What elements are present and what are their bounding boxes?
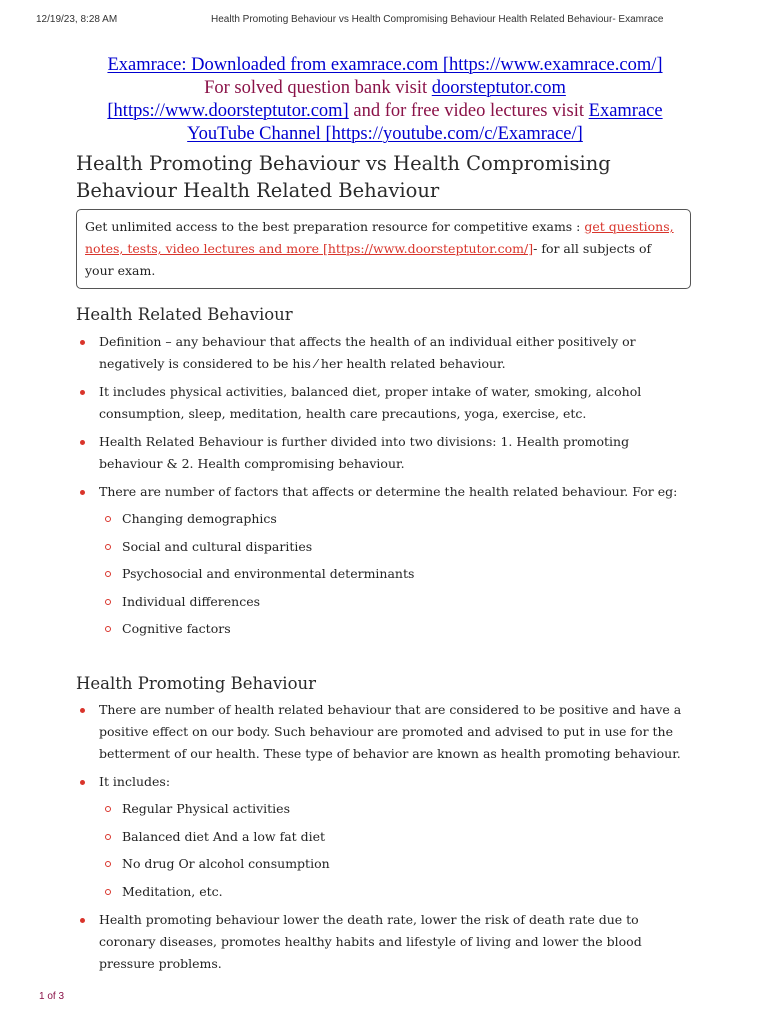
sublist-item: Psychosocial and environmental determinants bbox=[122, 563, 685, 585]
sublist-item: No drug Or alcohol consumption bbox=[122, 853, 685, 875]
sublist-item: Social and cultural disparities bbox=[122, 536, 685, 558]
promo-suffix: - for all subjects of your exam. bbox=[85, 241, 652, 278]
print-page-title: Health Promoting Behaviour vs Health Compromising Behaviour Health Related Behaviour- Examrace bbox=[211, 14, 664, 25]
print-datetime: 12/19/23, 8:28 AM bbox=[36, 14, 118, 25]
factors-sublist bbox=[99, 508, 685, 640]
sublist-item: Changing demographics bbox=[122, 508, 685, 530]
sublist-item: Individual differences bbox=[122, 591, 685, 613]
banner-text-solved: For solved question bank visit bbox=[204, 78, 432, 98]
promo-text: Get unlimited access to the best preparation resource for competitive exams : bbox=[85, 219, 585, 234]
promo-box bbox=[76, 209, 691, 289]
list-item-text: It includes: bbox=[99, 774, 171, 789]
list-item: There are number of health related behaviour that are considered to be positive and have a positive effect on our body. Such behaviour are promoted and advised to put in use for the betterment of our health. These type of behavior are known as health promoting behaviour. bbox=[99, 699, 685, 765]
list-item: Health Related Behaviour is further divided into two divisions: 1. Health promoting behaviour & 2. Health compromising behaviour. bbox=[99, 431, 685, 475]
page-title: Health Promoting Behaviour vs Health Compromising Behaviour Health Related Behaviour bbox=[76, 152, 611, 202]
promo-link[interactable]: get questions, notes, tests, video lectures and more [https://www.doorsteptutor.com/] bbox=[85, 219, 674, 256]
examrace-channel-link[interactable]: Examrace bbox=[588, 101, 663, 121]
list-item bbox=[99, 771, 685, 903]
includes-sublist bbox=[99, 798, 685, 903]
list-item bbox=[99, 481, 685, 640]
section-heading-health-related: Health Related Behaviour bbox=[76, 305, 293, 324]
banner-text-video: and for free video lectures visit bbox=[348, 101, 589, 121]
sublist-item: Balanced diet And a low fat diet bbox=[122, 826, 685, 848]
sublist-item: Regular Physical activities bbox=[122, 798, 685, 820]
youtube-channel-link[interactable]: YouTube Channel [https://youtube.com/c/Examrace/] bbox=[187, 124, 583, 144]
page-number: 1 of 3 bbox=[39, 991, 65, 1002]
doorsteptutor-link[interactable]: doorsteptutor.com bbox=[431, 78, 566, 98]
list-item-text: There are number of factors that affects or determine the health related behaviour. For eg: bbox=[99, 484, 678, 499]
list-item: It includes physical activities, balanced diet, proper intake of water, smoking, alcohol consumption, sleep, meditation, health care precautions, yoga, exercise, etc. bbox=[99, 381, 685, 425]
sublist-item: Meditation, etc. bbox=[122, 881, 685, 903]
list-item: Health promoting behaviour lower the death rate, lower the risk of death rate due to coronary diseases, promotes healthy habits and lifestyle of living and lower the blood pressure problems. bbox=[99, 909, 685, 975]
list-item: Definition – any behaviour that affects the health of an individual either positively or negatively is considered to be his ⁄ her health related behaviour. bbox=[99, 331, 685, 375]
section-heading-health-promoting: Health Promoting Behaviour bbox=[76, 674, 317, 693]
doorsteptutor-url-link[interactable]: [https://www.doorsteptutor.com] bbox=[107, 101, 349, 121]
examrace-link[interactable]: Examrace: Downloaded from examrace.com [https://www.examrace.com/] bbox=[107, 55, 663, 75]
download-banner bbox=[76, 54, 694, 146]
sublist-item: Cognitive factors bbox=[122, 618, 685, 640]
health-promoting-list bbox=[99, 699, 685, 981]
health-related-list bbox=[99, 331, 685, 646]
